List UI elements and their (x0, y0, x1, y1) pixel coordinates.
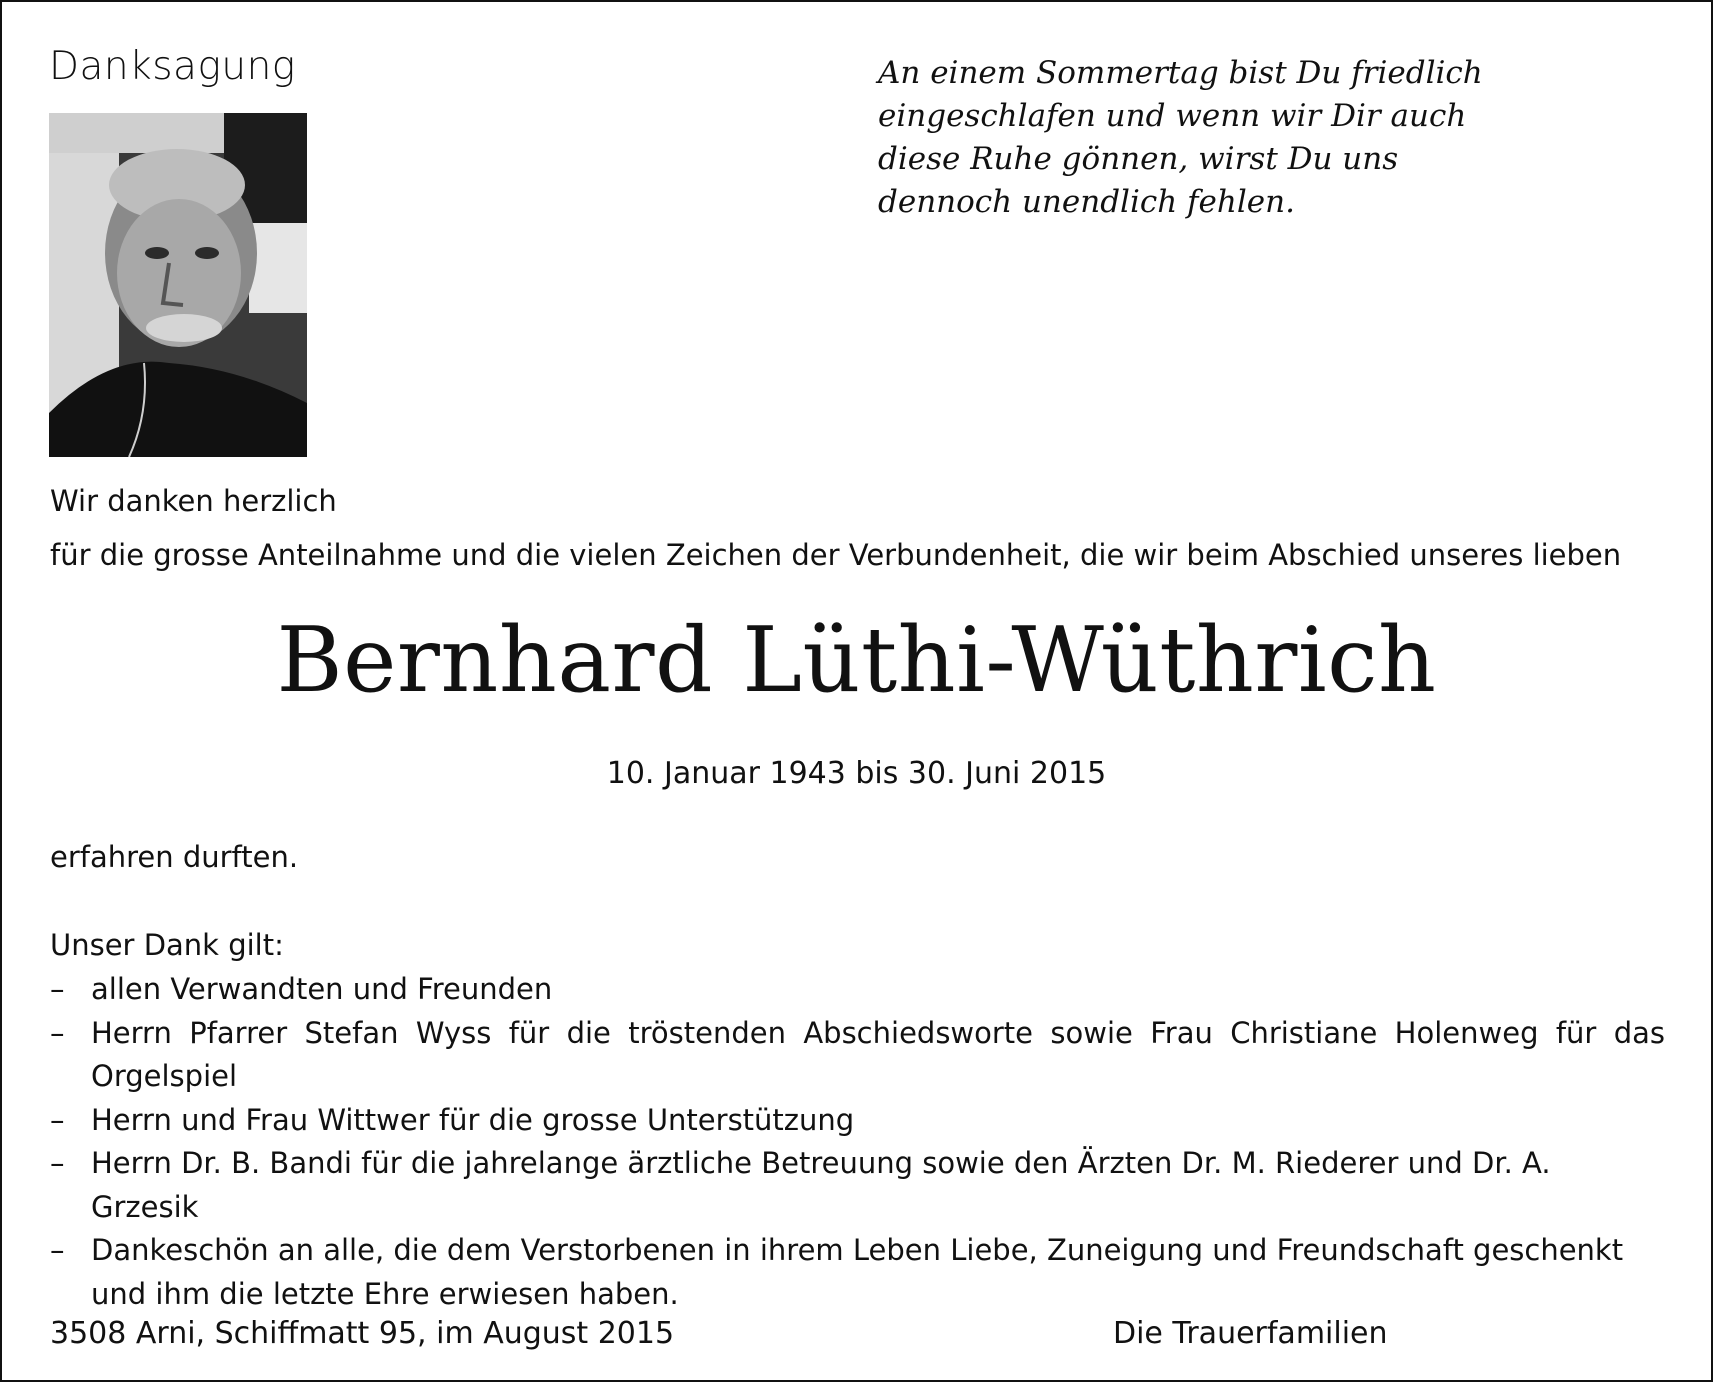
intro-line-2: für die grosse Anteilnahme und die vielen Zeichen der Verbundenheit, die wir beim Abschied unseres lieben (50, 538, 1622, 572)
quote (878, 52, 1483, 224)
quote-line: dennoch unendlich fehlen. (878, 184, 1295, 220)
dash-bullet: – (50, 972, 65, 1006)
intro-line-1: Wir danken herzlich (50, 484, 337, 518)
dash-bullet: – (50, 1233, 65, 1267)
portrait-photo (49, 113, 307, 457)
list-item-text: allen Verwandten und Freunden (91, 972, 553, 1006)
heading: Danksagung (49, 44, 296, 89)
life-dates: 10. Januar 1943 bis 30. Juni 2015 (606, 756, 1107, 791)
quote-line: diese Ruhe gönnen, wirst Du uns (878, 141, 1399, 177)
deceased-name: Bernhard Lüthi-Wüthrich (276, 608, 1437, 713)
list-item (50, 1142, 1665, 1229)
dash-bullet: – (50, 1146, 65, 1180)
list-item (50, 1229, 1665, 1316)
quote-line: eingeschlafen und wenn wir Dir auch (878, 98, 1467, 134)
portrait-photo-icon (49, 113, 307, 457)
list-item-text: Herrn Dr. B. Bandi für die jahrelange ärztliche Betreuung sowie den Ärzten Dr. M. Riederer und Dr. A. Grzesik (91, 1146, 1551, 1224)
quote-line: An einem Sommertag bist Du friedlich (878, 55, 1483, 91)
list-item-text: Herrn Pfarrer Stefan Wyss für die tröstenden Abschiedsworte sowie Frau Christiane Holenweg für das Orgelspiel (91, 1015, 1665, 1093)
list-item (50, 1012, 1665, 1099)
place-date: 3508 Arni, Schiffmatt 95, im August 2015 (50, 1316, 675, 1351)
outro-line: erfahren durften. (50, 840, 299, 874)
list-item (50, 968, 1665, 1012)
thanks-list (50, 968, 1665, 1316)
dash-bullet: – (50, 1102, 65, 1137)
list-item (50, 1099, 1665, 1143)
list-item-text: Herrn und Frau Wittwer für die grosse Unterstützung (91, 1102, 855, 1137)
dash-bullet: – (50, 1015, 65, 1050)
signature: Die Trauerfamilien (1113, 1316, 1388, 1351)
list-item-text: Dankeschön an alle, die dem Verstorbenen in ihrem Leben Liebe, Zuneigung und Freundschaft geschenkt und ihm die letzte Ehre erwiesen haben. (91, 1233, 1624, 1311)
thanks-title: Unser Dank gilt: (50, 928, 284, 962)
